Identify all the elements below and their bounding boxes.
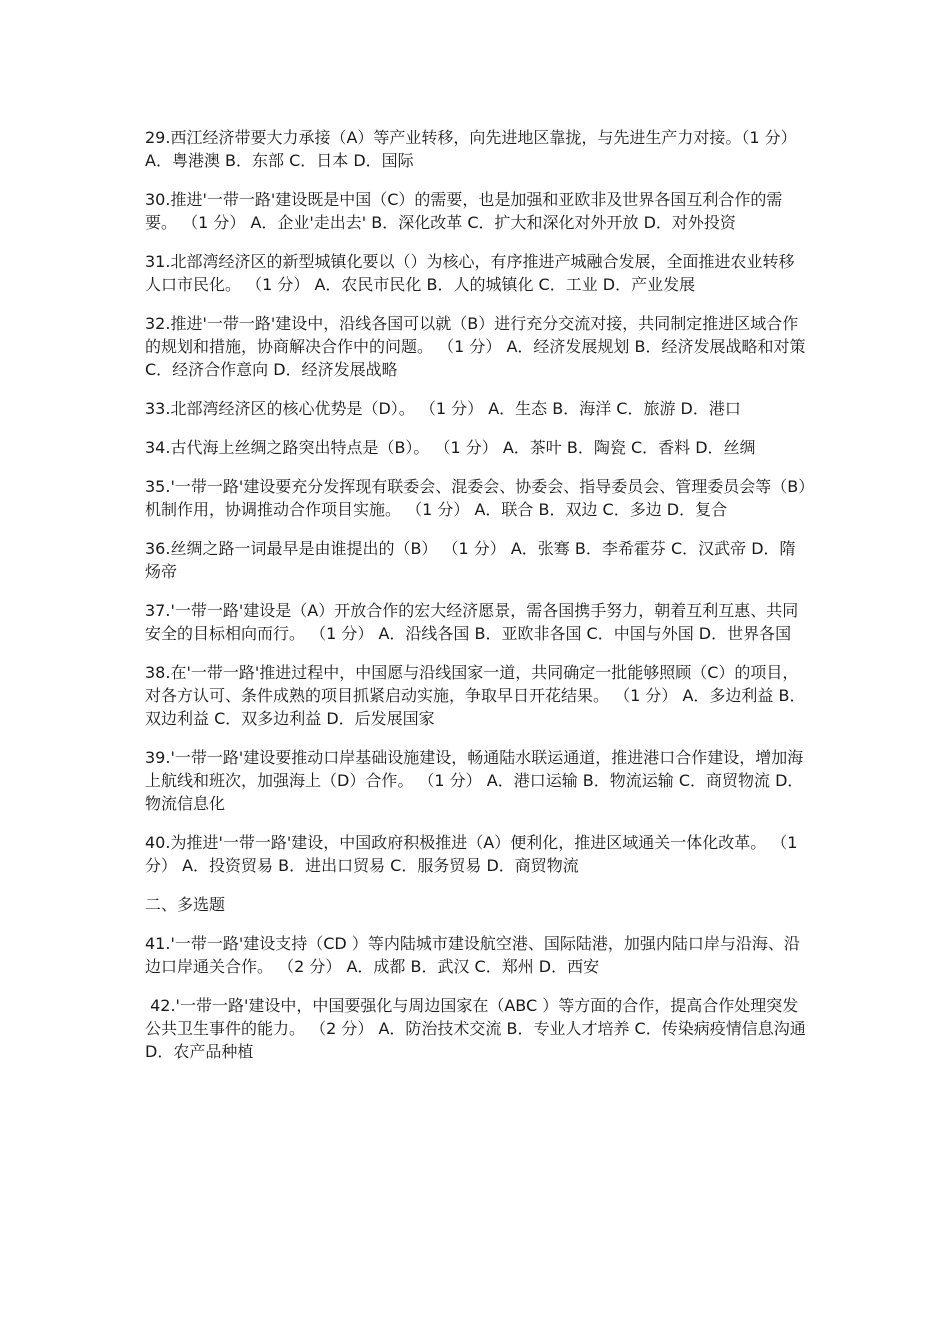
- question-31: 31.北部湾经济区的新型城镇化要以（）为核心，有序推进产城融合发展，全面推进农业转移人口市民化。 （1 分） A．农民市民化 B．人的城镇化 C．工业 D．产业发展: [145, 252, 795, 294]
- question-34: 34.古代海上丝绸之路突出特点是（B）。 （1 分） A．茶叶 B．陶瓷 C．香料 D．丝绸: [145, 438, 756, 457]
- document-body: [145, 126, 809, 1079]
- question-36: 36.丝绸之路一词最早是由谁提出的（B） （1 分） A．张骞 B．李希霍芬 C．汉武帝 D．隋炀帝: [145, 539, 796, 581]
- question-35: 35.'一带一路'建设要充分发挥现有联委会、混委会、协委会、指导委员会、管理委员会等（B）机制作用，协调推动合作项目实施。 （1 分） A．联合 B．双边 C．多边 D．复合: [145, 477, 807, 519]
- question-42: 42.'一带一路'建设中，中国要强化与周边国家在（ABC ）等方面的合作，提高合作处理突发公共卫生事件的能力。 （2 分） A．防治技术交流 B．专业人才培养 C．传染病疫情信息沟通 D．农产品种植: [145, 996, 811, 1061]
- question-30: 30.推进'一带一路'建设既是中国（C）的需要，也是加强和亚欧非及世界各国互利合作的需要。 （1 分） A．企业'走出去' B．深化改革 C．扩大和深化对外开放 D．对外投资: [145, 190, 783, 232]
- section-heading-multiple-choice: 二、多选题: [145, 895, 226, 914]
- question-33: 33.北部湾经济区的核心优势是（D）。 （1 分） A．生态 B．海洋 C．旅游 D．港口: [145, 399, 741, 418]
- question-38: 38.在'一带一路'推进过程中，中国愿与沿线国家一道，共同确定一批能够照顾（C）的项目，对各方认可、条件成熟的项目抓紧启动实施，争取早日开花结果。 （1 分） A．多边利益 B．双边利益 C．双多边利益 D．后发展国家: [145, 663, 806, 728]
- question-32: 32.推进'一带一路'建设中，沿线各国可以就（B）进行充分交流对接，共同制定推进区域合作的规划和措施，协商解决合作中的问题。 （1 分） A．经济发展规划 B．经济发展战略和对策 C．经济合作意向 D．经济发展战略: [145, 314, 811, 379]
- question-29: 29.西江经济带要大力承接（A）等产业转移，向先进地区靠拢，与先进生产力对接。（1 分） A．粤港澳 B．东部 C．日本 D．国际: [145, 128, 802, 170]
- question-39: 39.'一带一路'建设要推动口岸基础设施建设，畅通陆水联运通道，推进港口合作建设，增加海上航线和班次，加强海上（D）合作。 （1 分） A．港口运输 B．物流运输 C．商贸物流 D．物流信息化: [145, 748, 804, 813]
- question-41: 41.'一带一路'建设支持（CD ）等内陆城市建设航空港、国际陆港，加强内陆口岸与沿海、沿边口岸通关合作。 （2 分） A．成都 B．武汉 C．郑州 D．西安: [145, 934, 800, 976]
- question-37: 37.'一带一路'建设是（A）开放合作的宏大经济愿景，需各国携手努力，朝着互利互惠、共同安全的目标相向而行。 （1 分） A．沿线各国 B．亚欧非各国 C．中国与外国 D．世界各国: [145, 601, 799, 643]
- question-40: 40.为推进'一带一路'建设，中国政府积极推进（A）便利化，推进区域通关一体化改革。 （1 分） A．投资贸易 B．进出口贸易 C．服务贸易 D．商贸物流: [145, 833, 803, 875]
